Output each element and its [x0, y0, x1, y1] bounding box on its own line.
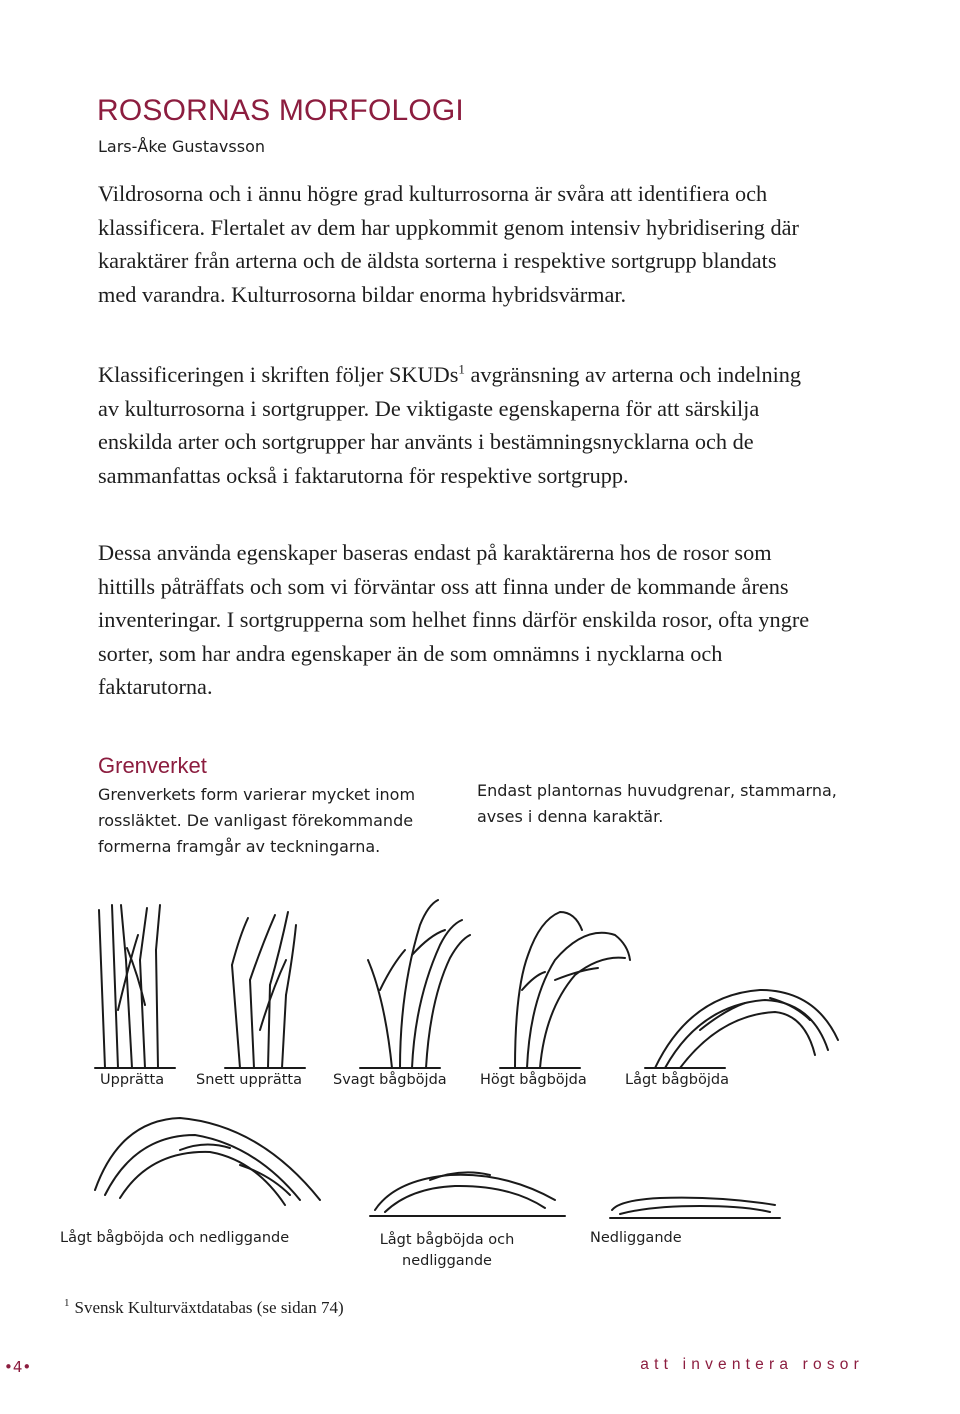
drawing-low-arching: [655, 990, 838, 1068]
drawing-low-arching-prostrate-1: [95, 1118, 320, 1205]
paragraph-properties: Dessa använda egenskaper baseras endast på karaktärerna hos de rosor som hittills påträffats och som vi förväntar oss att finna under de kommande årens inventeringar. I sortgrupperna som helhet finns därför enskilda rosor, ofta yngre sorter, som har andra egenskaper än de som omnämns i nycklarna och faktarutorna.: [98, 540, 810, 699]
section-right-text: Endast plantornas huvudgrenar, stammarna, avses i denna karaktär.: [477, 781, 837, 826]
drawing-highly-arching: [515, 912, 630, 1068]
label-low-arching-prostrate-1: Lågt bågböjda och nedliggande: [60, 1230, 290, 1246]
footnote-text: Svensk Kulturväxtdatabas (se sidan 74): [74, 1298, 344, 1317]
paragraph-intro: Vildrosorna och i ännu högre grad kulturrosorna är svåra att identifiera och klassificera. Flertalet av dem har uppkommit genom intensiv hybridisering där karaktärer från arterna och de äldsta sorterna i respektive sortgrupp blandats med varandra. Kulturrosorna bildar enorma hybridsvärmar.: [98, 181, 799, 307]
author-name: Lars-Åke Gustavsson: [98, 137, 265, 156]
drawing-upright: [99, 905, 160, 1068]
label-low-arching-prostrate-2: Lågt bågböjda och nedliggande: [379, 1232, 515, 1269]
label-prostrate: Nedliggande: [590, 1230, 682, 1246]
page-number: •4•: [4, 1358, 32, 1376]
drawing-obliquely-upright: [232, 912, 296, 1068]
paragraph-classification-end: avgränsning av arterna och indelning av kulturrosorna i sortgrupper. De viktigaste egenskaperna för att särskilja enskilda arter och sortgrupper har använts i bestämningsnycklarna och de sammanfattas också i faktarutorna för respektive sortgrupp.: [98, 362, 802, 488]
footnote-number: 1: [64, 1297, 70, 1310]
page-title: ROSORNAS MORFOLOGI: [97, 94, 464, 127]
label-highly-arching: Högt bågböjda: [480, 1072, 587, 1088]
section-left-text: Grenverkets form varierar mycket inom rossläktet. De vanligast förekommande formerna framgår av teckningarna.: [98, 785, 416, 856]
footnote: [64, 1298, 344, 1318]
paragraph-classification-start: Klassificeringen i skriften följer SKUDs: [98, 362, 459, 387]
label-obliquely-upright: Snett upprätta: [196, 1072, 302, 1088]
drawing-low-arching-prostrate-2: [370, 1172, 565, 1216]
label-slightly-arching: Svagt bågböjda: [333, 1072, 447, 1088]
section-heading: Grenverket: [98, 753, 207, 778]
running-title: att inventera rosor: [640, 1356, 864, 1373]
label-upright: Upprätta: [100, 1072, 165, 1088]
drawing-prostrate: [610, 1198, 780, 1218]
label-low-arching: Lågt bågböjda: [625, 1072, 729, 1088]
drawing-slightly-arching: [368, 900, 470, 1068]
footnote-reference: 1: [458, 361, 465, 377]
